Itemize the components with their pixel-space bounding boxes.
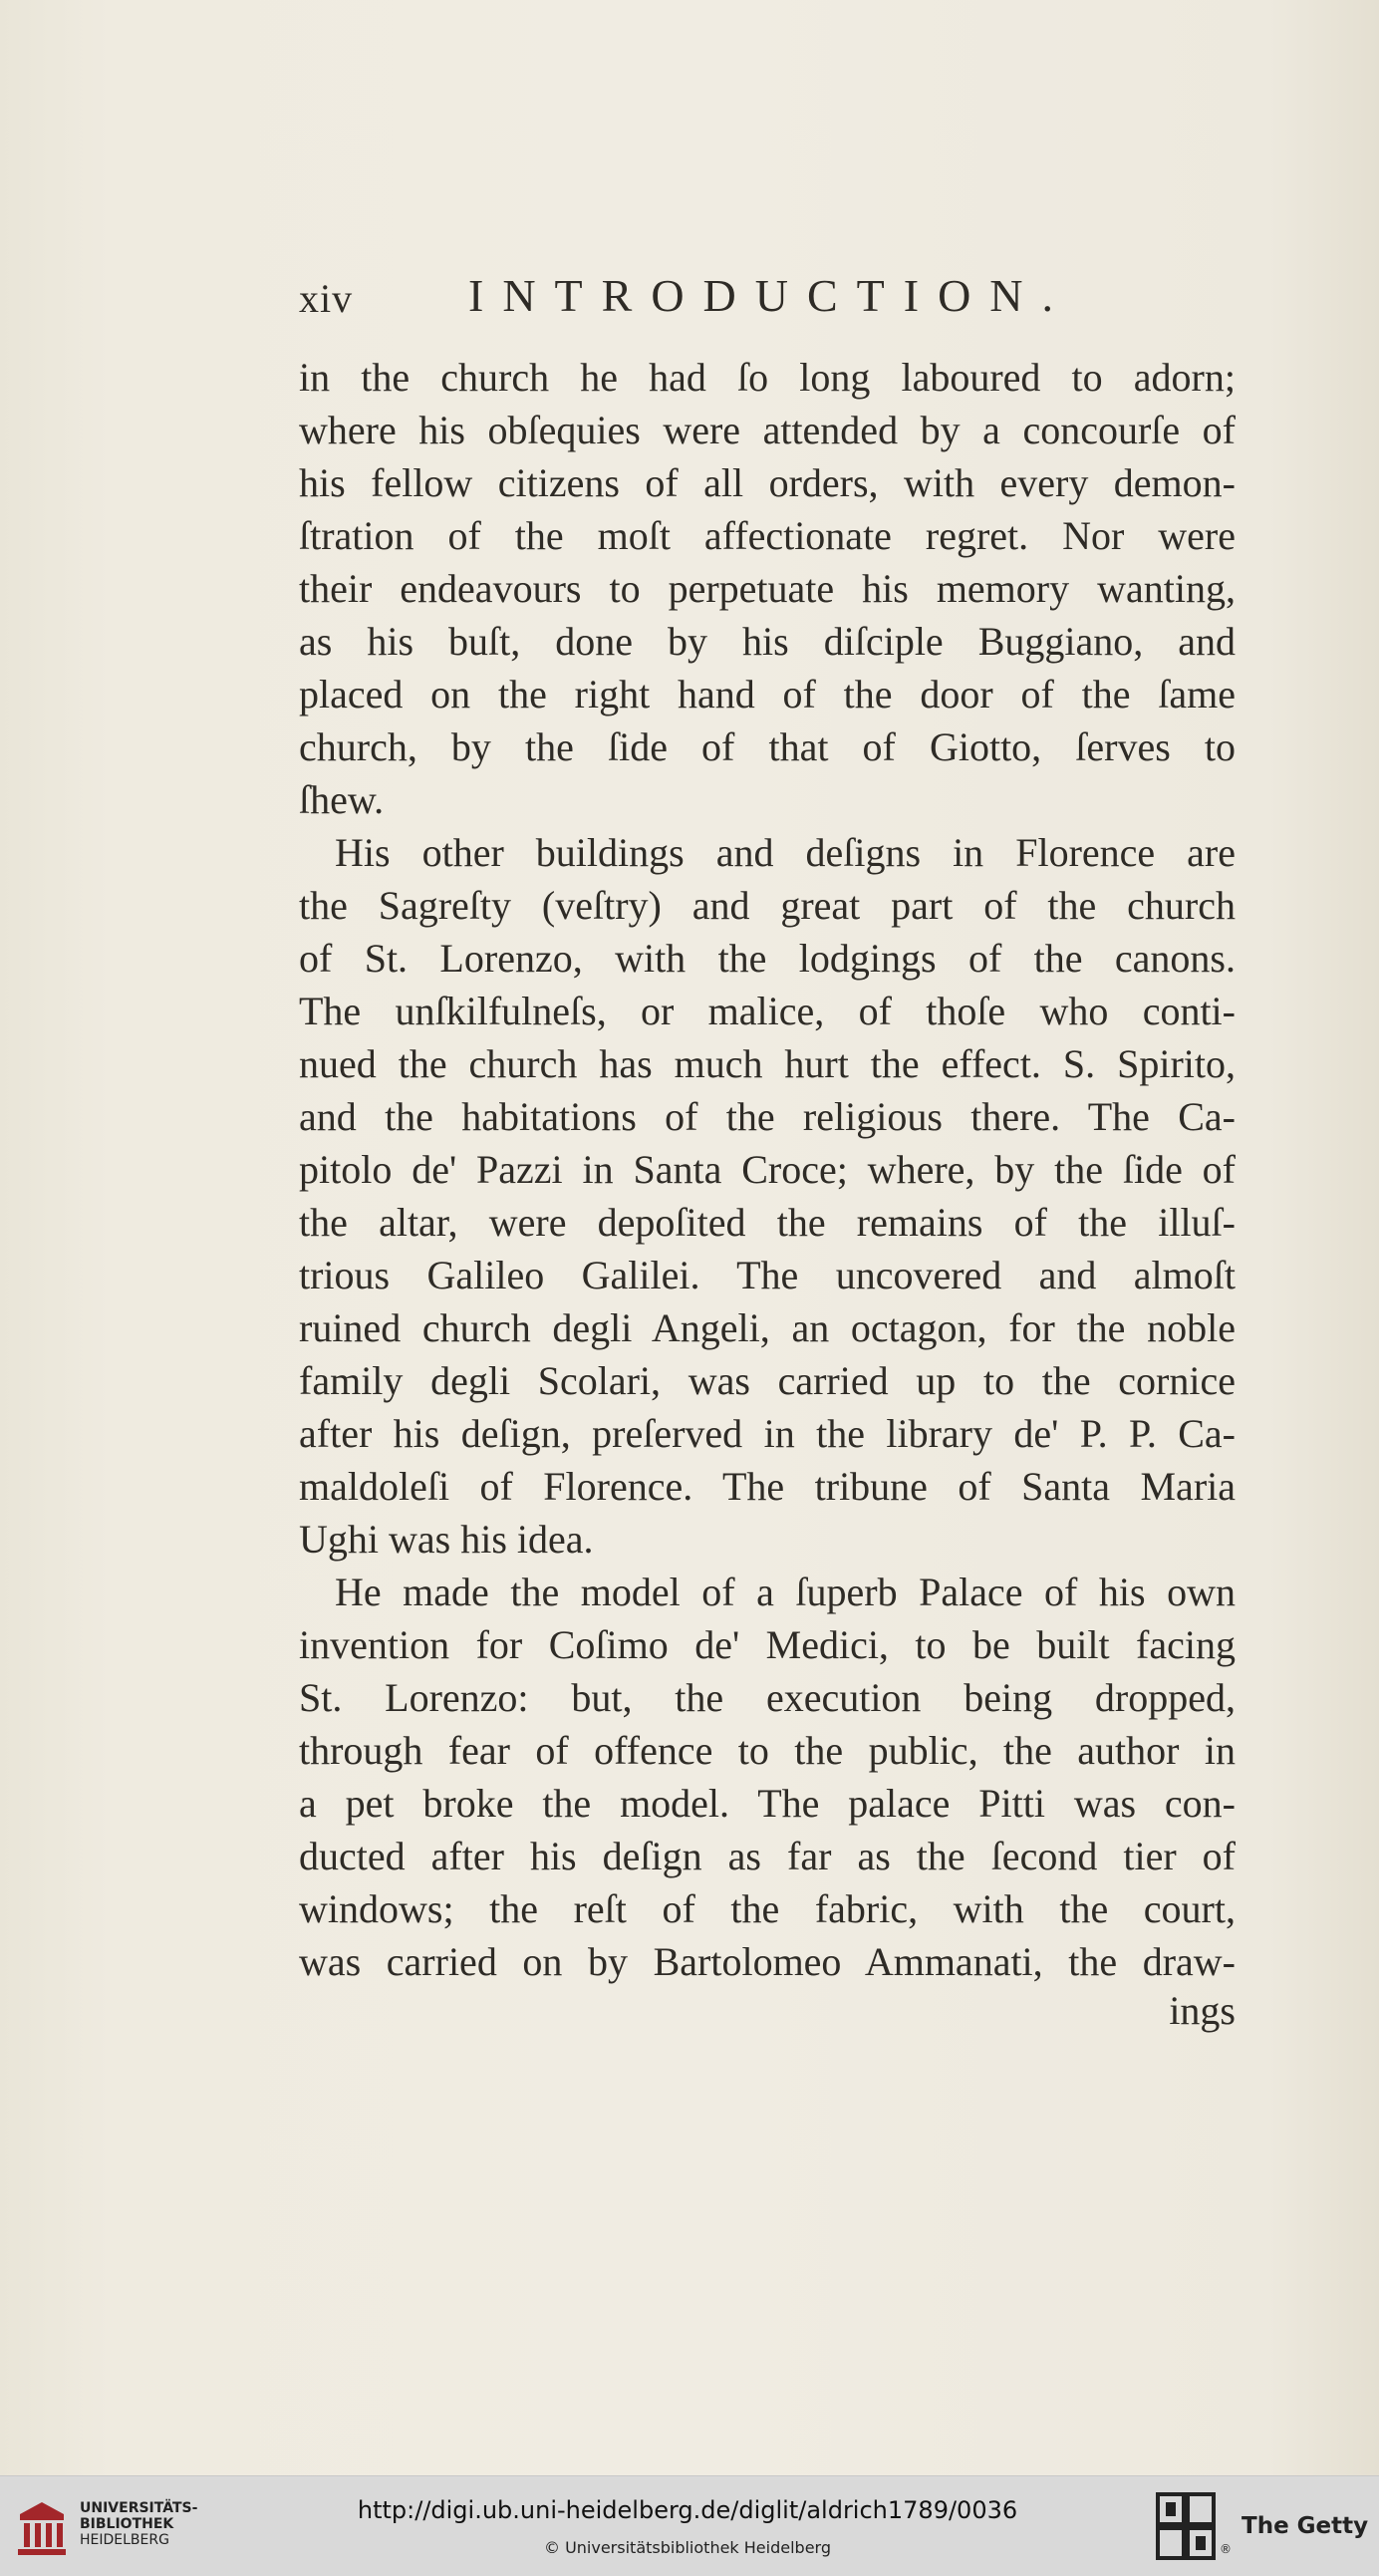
text-line: ruined church degli Angeli, an octagon, for the noble bbox=[299, 1305, 1236, 1350]
text-line: was carried on by Bartolomeo Ammanati, the draw- bbox=[299, 1939, 1236, 1984]
text-line: family degli Scolari, was carried up to the cornice bbox=[299, 1358, 1236, 1403]
text-line: of St. Lorenzo, with the lodgings of the canons. bbox=[299, 936, 1236, 981]
permalink-url[interactable]: http://digi.ub.uni-heidelberg.de/diglit/aldrich1789/0036 bbox=[357, 2496, 1018, 2524]
library-name-line: UNIVERSITÄTS- bbox=[80, 2500, 198, 2516]
body-text bbox=[299, 351, 1236, 1988]
text-line: his fellow citizens of all orders, with every demon- bbox=[299, 460, 1236, 505]
text-line: ducted after his deſign as far as the ſecond tier of bbox=[299, 1834, 1236, 1878]
text-line: their endeavours to perpetuate his memory wanting, bbox=[299, 566, 1236, 611]
text-line: nued the church has much hurt the effect. S. Spirito, bbox=[299, 1041, 1236, 1086]
text-line: pitolo de' Pazzi in Santa Croce; where, by the ſide of bbox=[299, 1147, 1236, 1192]
text-line: ſtration of the moſt affectionate regret. Nor were bbox=[299, 513, 1236, 558]
text-line: Ughi was his idea. bbox=[299, 1517, 594, 1562]
text-line: St. Lorenzo: but, the execution being dropped, bbox=[299, 1675, 1236, 1720]
text-line: where his obſequies were attended by a concourſe of bbox=[299, 408, 1236, 452]
text-line: windows; the reſt of the fabric, with the court, bbox=[299, 1886, 1236, 1931]
library-name bbox=[80, 2500, 197, 2548]
library-name-line: HEIDELBERG bbox=[80, 2532, 169, 2548]
text-line: through fear of offence to the public, the author in bbox=[299, 1728, 1236, 1773]
text-line: the altar, were depoſited the remains of the illuſ- bbox=[299, 1200, 1236, 1245]
text-line: in the church he had ſo long laboured to adorn; bbox=[299, 355, 1236, 400]
text-line: ſhew. bbox=[299, 777, 385, 822]
running-head-title: INTRODUCTION. bbox=[468, 270, 1073, 321]
text-line: The unſkilfulneſs, or malice, of thoſe who conti- bbox=[299, 989, 1236, 1033]
university-library-logo-icon bbox=[14, 2498, 70, 2558]
catchword: ings bbox=[1169, 1988, 1236, 2033]
partner-name: The Getty bbox=[1241, 2513, 1369, 2539]
text-line: maldoleſi of Florence. The tribune of Santa Maria bbox=[299, 1464, 1236, 1509]
page-number: xiv bbox=[299, 276, 354, 321]
text-line: placed on the right hand of the door of the ſame bbox=[299, 672, 1236, 716]
viewer-footer bbox=[0, 2475, 1379, 2576]
text-line: as his buſt, done by his diſciple Buggiano, and bbox=[299, 619, 1236, 664]
text-line: His other buildings and deſigns in Florence are bbox=[335, 830, 1236, 875]
running-head bbox=[299, 269, 1236, 339]
copyright-notice: © Universitätsbibliothek Heidelberg bbox=[543, 2538, 831, 2557]
text-line: a pet broke the model. The palace Pitti was con- bbox=[299, 1781, 1236, 1826]
getty-logo-icon bbox=[1156, 2492, 1216, 2560]
text-line: the Sagreſty (veſtry) and great part of the church bbox=[299, 883, 1236, 928]
text-line: church, by the ſide of that of Giotto, ſerves to bbox=[299, 724, 1236, 769]
text-line: invention for Coſimo de' Medici, to be built facing bbox=[299, 1622, 1236, 1667]
text-line: He made the model of a ſuperb Palace of his own bbox=[335, 1570, 1236, 1614]
text-line: and the habitations of the religious there. The Ca- bbox=[299, 1094, 1236, 1139]
registered-mark: ® bbox=[1220, 2542, 1232, 2556]
text-line: trious Galileo Galilei. The uncovered and almoſt bbox=[299, 1253, 1236, 1297]
text-line: after his deſign, preſerved in the library de' P. P. Ca- bbox=[299, 1411, 1236, 1456]
library-name-line: BIBLIOTHEK bbox=[80, 2516, 174, 2532]
